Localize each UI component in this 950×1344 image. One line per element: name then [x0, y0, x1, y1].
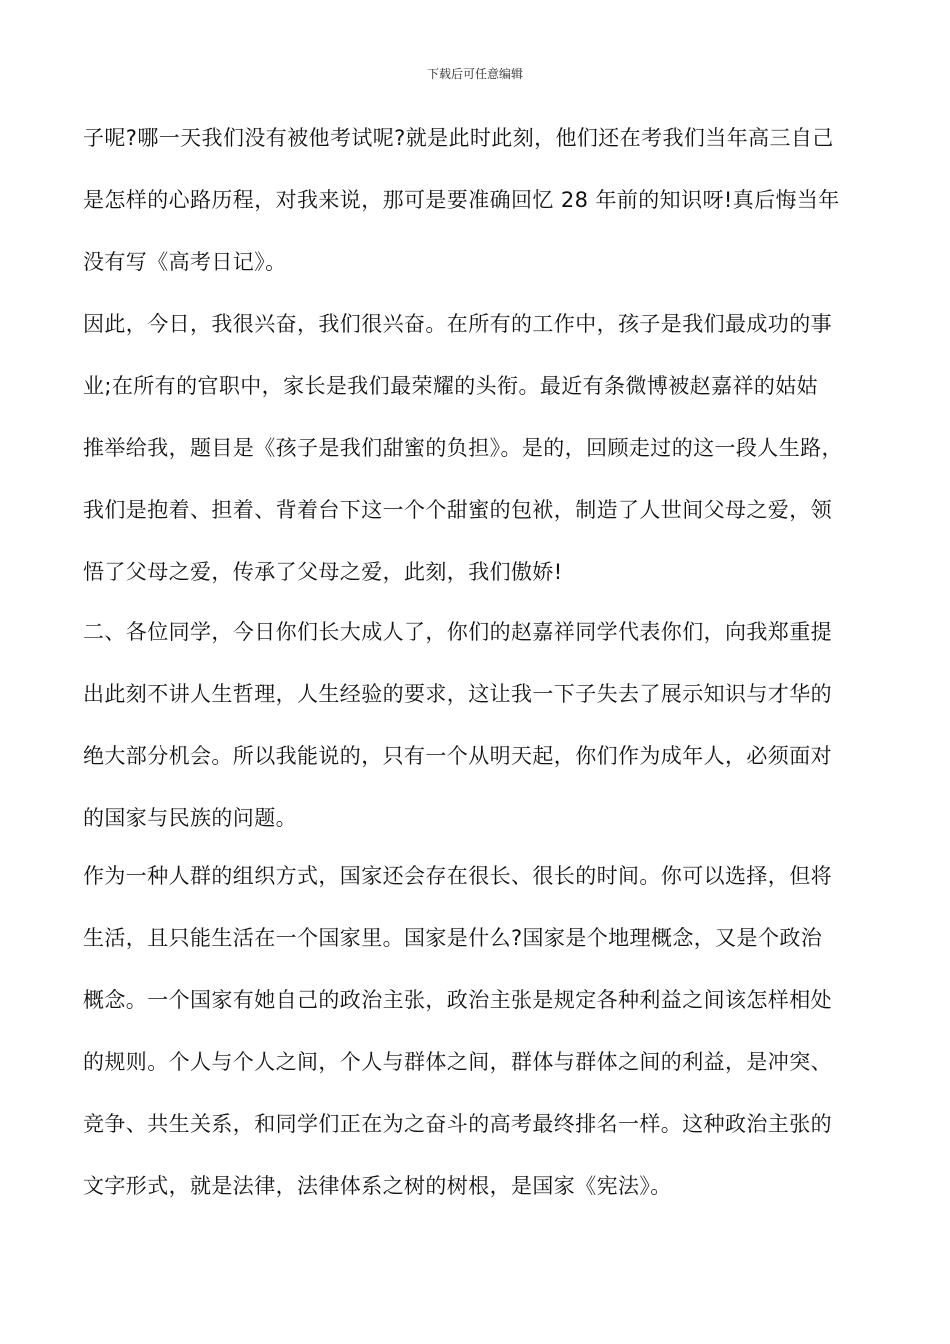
text-line: 出此刻不讲人生哲理，人生经验的要求，这让我一下子失去了展示知识与才华的 — [83, 682, 832, 706]
text-line: 推举给我，题目是《孩子是我们甜蜜的负担》。是的，回顾走过的这一段人生路， — [83, 436, 843, 460]
text-line: 竞争、共生关系，和同学们正在为之奋斗的高考最终排名一样。这种政治主张的 — [83, 1112, 832, 1136]
text-line: 作为一种人群的组织方式，国家还会存在很长、很长的时间。你可以选择，但将 — [83, 864, 832, 888]
text-line: 悟了父母之爱，传承了父母之爱，此刻，我们傲娇! — [83, 560, 563, 584]
text-line: 是怎样的心路历程，对我来说，那可是要准确回忆 28 年前的知识呀!真后悔当年 — [83, 188, 840, 212]
text-line: 的规则。个人与个人之间，个人与群体之间，群体与群体之间的利益，是冲突、 — [83, 1050, 832, 1074]
text-line: 二、各位同学，今日你们长大成人了，你们的赵嘉祥同学代表你们，向我郑重提 — [83, 620, 832, 644]
text-line: 绝大部分机会。所以我能说的，只有一个从明天起，你们作为成年人，必须面对 — [83, 744, 832, 768]
text-line: 生活，且只能生活在一个国家里。国家是什么?国家是个地理概念，又是个政治 — [83, 926, 823, 950]
text-line: 我们是抱着、担着、背着台下这一个个甜蜜的包袱，制造了人世间父母之爱，领 — [83, 498, 832, 522]
page-header: 下载后可任意编辑 — [426, 67, 523, 81]
text-line: 概念。一个国家有她自己的政治主张，政治主张是规定各种利益之间该怎样相处 — [83, 988, 832, 1012]
text-line: 子呢?哪一天我们没有被他考试呢?就是此时此刻，他们还在考我们当年高三自己 — [83, 126, 834, 150]
text-line: 文字形式，就是法律，法律体系之树的树根，是国家《宪法》。 — [83, 1174, 672, 1198]
text-line: 的国家与民族的问题。 — [83, 806, 297, 830]
text-line: 因此，今日，我很兴奋，我们很兴奋。在所有的工作中，孩子是我们最成功的事 — [83, 312, 832, 336]
text-line: 没有写《高考日记》。 — [83, 250, 287, 274]
text-line: 业;在所有的官职中，家长是我们最荣耀的头衔。最近有条微博被赵嘉祥的姑姑 — [83, 374, 819, 398]
